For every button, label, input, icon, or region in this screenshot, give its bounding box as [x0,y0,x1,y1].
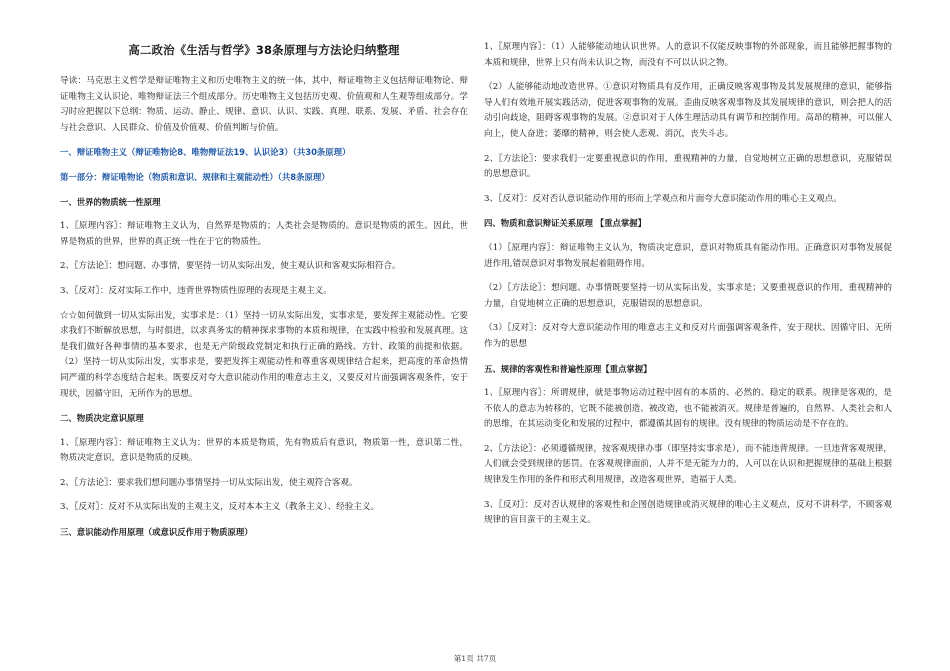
page-footer: 第1页 共7页 [453,654,497,663]
paragraph-principle-3-oppose: 3、〖反对〗：反对否认意识能动作用的形而上学观点和片面夸大意识能动作用的唯心主义观点。 [484,193,842,204]
paragraph-principle-5-method: 2、〖方法论〗：必须遵循规律，按客观规律办事（即坚持实事求是），而不能违背规律。一旦违背客观规律，人们就会受到规律的惩罚。在客观规律面前，人并不是无能为力的，人可以在认识和把握规律的基础上根据规律发生作用的条件和形式利用规律，改造客观世界，造福于人类。 [484,443,892,486]
paragraph-principle-2-content: 1、〖原理内容〗：辩证唯物主义认为：世界的本质是物质，先有物质后有意识，物质第一性，意识第二性，物质决定意识，意识是物质的反映。 [60,437,468,464]
heading-principle-5: 五、规律的客观性和普遍性原理【重点掌握】 [484,363,652,374]
paragraph-principle-5-content: 1、〖原理内容〗：所谓规律，就是事物运动过程中固有的本质的、必然的、稳定的联系。规律是客观的，是不依人的意志为转移的，它既不能被创造、被改造，也不能被消灭。规律是普遍的，自然界、人类社会和人的思维，在其运动变化和发展的过程中，都遵循其固有的规律。没有规律的物质运动是不存在的。 [484,388,892,430]
paragraph-principle-5-oppose: 3、〖反对〗：反对否认规律的客观性和企图创造规律或消灭规律的唯心主义观点，反对不讲科学，不顾客观规律的盲目蛮干的主观主义。 [484,499,892,526]
heading-principle-1: 一、世界的物质统一性原理 [60,196,161,207]
heading-principle-2: 二、物质决定意识原理 [60,413,144,424]
paragraph-how-to: ☆☆如何做到一切从实际出发，实事求是：（1）坚持一切从实际出发，实事求是，要发挥主观能动性。它要求我们不断解放思想，与时俱进，以求真务实的精神探求事物的本质和规律，在实践中检验和发展真理。这是我们做好各种事情的基本要求，也是无产阶级政党制定和执行正确的路线、方针、政策的前提和依据。（2）坚持一切从实际出发，实事求是，要把发挥主观能动性和尊重客观规律结合起来，把高度的革命热情同严谨的科学态度结合起来。既要反对夸大意识能动作用的唯意志主义，又要反对片面强调客观条件，安于现状，因循守旧，无所作为的思想。 [60,310,468,399]
paragraph-principle-2-method: 2、〖方法论〗：要求我们想问题办事情坚持一切从实际出发，使主观符合客观。 [60,477,358,488]
left-column [60,74,468,550]
heading-principle-4: 四、物质和意识辩证关系原理 【重点掌握】 [484,218,647,229]
intro-paragraph: 导读：马克思主义哲学是辩证唯物主义和历史唯物主义的统一体，其中，辩证唯物主义包括辩证唯物论、辩证唯物主义认识论、唯物辩证法三个组成部分。历史唯物主义包括历史观、价值观和人生观等组成部分。学习时应把握以下总纲：物质、运动、静止、规律、意识、认识、实践、真理、联系、发展、矛盾、社会存在与社会意识、人民群众、价值及价值观、价值判断与价值。 [60,76,468,133]
paragraph-principle-3-content-2: （2）人能够能动地改造世界。①意识对物质具有反作用，正确反映客观事物及其发展规律的意识，能够指导人们有效地开展实践活动，促进客观事物的发展。歪曲反映客观事物及其发展规律的意识，则会把人的活动引向歧途，阻碍客观事物的发展。②意识对于人体生理活动具有调节和控制作用。高昂的精神，可以催人向上，使人奋进；萎靡的精神，则会使人悲观、消沉，丧失斗志。 [484,82,892,139]
paragraph-principle-4-oppose: （3）〖反对〗：反对夸大意识能动作用的唯意志主义和反对片面强调客观条件，安于现状、因循守旧、无所作为的思想 [484,323,892,349]
paragraph-principle-2-oppose: 3、〖反对〗：反对不从实际出发的主观主义，反对本本主义（教条主义）、经验主义。 [60,502,380,513]
paragraph-principle-1-content: 1、〖原理内容〗：辩证唯物主义认为，自然界是物质的；人类社会是物质的。意识是物质的派生。因此，世界是物质的世界，世界的真正统一性在于它的物质性。 [60,221,468,247]
paragraph-principle-4-method: （2）〖方法论〗：想问题、办事情既要坚持一切从实际出发，实事求是；又要重视意识的作用，重视精神的力量，自觉地树立正确的思想意识，克服错误的思想意识。 [484,283,892,309]
paragraph-principle-3-content-1: 1、〖原理内容〗：（1）人能够能动地认识世界。人的意识不仅能反映事物的外部现象，而且能够把握事物的本质和规律，世界上只有尚未认识之物，而没有不可以认识之物。 [484,42,892,68]
part-heading-1: 第一部分：辩证唯物论（物质和意识、规律和主观能动性）（共8条原理） [60,171,330,182]
heading-principle-3: 三、意识能动作用原理（或意识反作用于物质原理） [60,527,253,538]
section-heading-1: 一、辩证唯物主义（辩证唯物论8、唯物辩证法19、认识论3）（共30条原理） [60,147,351,158]
paragraph-principle-1-oppose: 3、〖反对〗：反对实际工作中，违背世界物质性原理的表现是主观主义。 [60,285,332,296]
right-column [484,40,892,538]
paragraph-principle-1-method: 2、〖方法论〗：想问题、办事情，要坚持一切从实际出发，使主观认识和客观实际相符合。 [60,261,401,272]
document-title: 高二政治《生活与哲学》38条原理与方法论归纳整理 [128,43,400,57]
paragraph-principle-3-method: 2、〖方法论〗：要求我们一定要重视意识的作用，重视精神的力量，自觉地树立正确的思想意识，克服错误的思想意识。 [484,153,892,180]
paragraph-principle-4-content: （1）〖原理内容〗：辩证唯物主义认为，物质决定意识，意识对物质具有能动作用。正确意识对事物发展促进作用,错误意识对事物发展起着阻碍作用。 [484,242,892,269]
